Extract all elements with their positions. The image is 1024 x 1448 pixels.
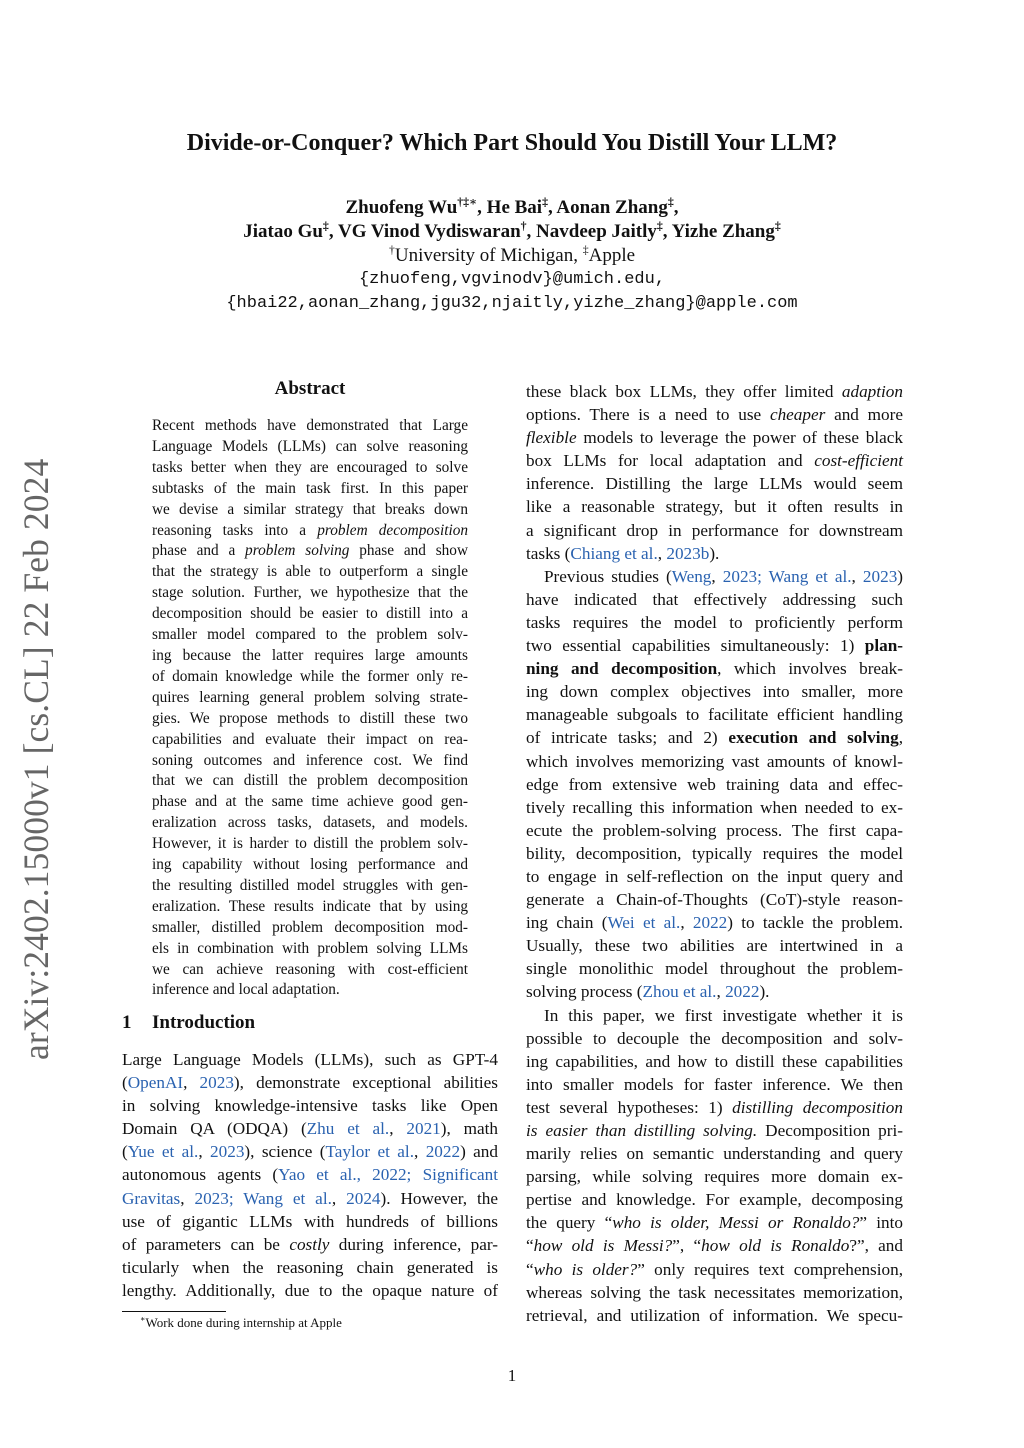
abstract-line: of domain knowledge while the former only re- <box>152 667 468 685</box>
citation-link[interactable]: Yao et al. <box>278 1165 357 1185</box>
body-line: Domain QA (ODQA) (Zhu et al., 2021), math <box>122 1119 499 1139</box>
body-line: Previous studies (Weng, 2023; Wang et al., 2023) <box>544 566 904 586</box>
citation-link[interactable]: Zhu et al. <box>306 1119 390 1139</box>
body-line: of intricate tasks; and 2) execution and solving, <box>526 728 903 748</box>
author-line-1 <box>100 196 924 220</box>
body-line: whereas solving the task necessitates memorization, <box>526 1282 903 1302</box>
body-line: generate a Chain-of-Thoughts (CoT)-style reason- <box>526 890 903 910</box>
affiliation-mark: ‡ <box>656 219 663 233</box>
citation-link[interactable]: 2022 <box>425 1142 461 1162</box>
footnote-text: Work done during internship at Apple <box>145 1315 342 1330</box>
email-line-1: {zhuofeng,vgvinodv}@umich.edu, <box>358 270 666 289</box>
body-line: test several hypotheses: 1) distilling decomposition <box>526 1097 903 1117</box>
citation-link[interactable]: 2023 <box>199 1073 234 1093</box>
abstract-line: capabilities and evaluate their impact on rea- <box>152 730 468 748</box>
body-line: these black box LLMs, they offer limited adaption <box>526 382 903 401</box>
body-line: have indicated that effectively addressing such <box>526 589 903 609</box>
abstract-line: that the strategy is able to outperform a single <box>152 563 468 581</box>
citation-link[interactable]: 2023b <box>666 543 710 563</box>
abstract-line: tasks better when they are encouraged to solve <box>152 458 468 476</box>
body-line: into smaller models for faster inference. We then <box>526 1074 903 1094</box>
body-line: lengthy. Additionally, due to the opaque nature of <box>122 1280 498 1300</box>
body-line: Large Language Models (LLMs), such as GPT-4 <box>122 1050 498 1069</box>
abstract-line: quires learning general problem solving strate- <box>152 688 468 706</box>
abstract-line: phase and at the same time achieve good gen- <box>152 793 468 811</box>
body-line: manageable subgoals to facilitate efficient handling <box>526 705 903 725</box>
body-line: ecute the problem-solving process. The first capa- <box>526 820 903 840</box>
affiliation-mark: † <box>388 243 395 257</box>
body-line: ning and decomposition, which involves break- <box>526 659 903 679</box>
author-line-2 <box>100 220 924 244</box>
page-number: 1 <box>507 1366 517 1385</box>
body-line: Usually, these two abilities are intertwined in a <box>526 936 903 956</box>
abstract-line: However, it is harder to distill the problem solv- <box>152 835 468 853</box>
body-line: ing down complex objectives into smaller, more <box>526 682 903 702</box>
abstract-line: smaller, distilled problem decomposition mod- <box>152 918 468 936</box>
abstract-line: soning outcomes and inference cost. We find <box>152 751 468 769</box>
abstract-line: inference and local adaptation. <box>152 981 340 999</box>
abstract-line: we can achieve reasoning with cost-efficient <box>152 960 468 978</box>
body-line: use of gigantic LLMs with hundreds of billions <box>122 1211 498 1231</box>
abstract-line: ing capability without losing performance and <box>152 856 468 874</box>
body-line: box LLMs for local adaptation and cost-efficient <box>526 451 903 471</box>
author-name: , Navdeep Jaitly <box>526 221 657 242</box>
body-line: “who is older?” only requires text comprehension, <box>526 1259 903 1279</box>
abstract-body <box>152 416 468 1001</box>
citation-link[interactable]: 2023 <box>862 566 898 586</box>
citation-link[interactable]: Zhou et al. <box>642 982 717 1002</box>
arxiv-identifier: arXiv:2402.15000v1 [cs.CL] 22 Feb 2024 <box>16 458 56 1060</box>
citation-link[interactable]: Wang et al. <box>243 1188 332 1208</box>
author-name: , VG Vinod Vydiswaran <box>328 221 521 242</box>
body-line: like a reasonable strategy, but it often results in <box>526 497 903 517</box>
author-name: , He Bai <box>477 197 543 218</box>
affiliation-mark: ‡ <box>774 219 781 233</box>
affiliation-mark: †‡∗ <box>457 195 478 209</box>
abstract-line: Language Models (LLMs) can solve reasoning <box>152 437 468 455</box>
body-line: tasks (Chiang et al., 2023b). <box>526 543 720 563</box>
body-line: parsing, while solving requires more domain ex- <box>526 1167 903 1187</box>
abstract-line: that we can distill the problem decomposition <box>152 772 468 790</box>
abstract-line: phase and a problem solving phase and show <box>152 542 468 560</box>
citation-link[interactable]: Gravitas <box>122 1188 181 1208</box>
body-line: ticularly when the reasoning chain generated is <box>122 1257 498 1277</box>
citation-link[interactable]: 2022 <box>725 982 760 1002</box>
body-line: in solving knowledge-intensive tasks like Open <box>122 1096 498 1116</box>
author-name: Zhuofeng Wu <box>345 197 458 218</box>
section-title: Introduction <box>152 1012 256 1033</box>
body-line: bility, decomposition, typically requires the model <box>526 843 903 863</box>
body-line: is easier than distilling solving. Decomposition pri- <box>526 1121 903 1140</box>
body-line: tasks requires the model to proficiently perform <box>526 612 903 632</box>
citation-link[interactable]: 2023 <box>194 1188 229 1208</box>
body-line: a significant drop in performance for downstream <box>526 520 903 540</box>
email-line-2: {hbai22,aonan_zhang,jgu32,njaitly,yizhe_zhang}@apple.com <box>226 294 798 313</box>
citation-link[interactable]: Yue et al. <box>127 1142 199 1162</box>
body-line: edge from extensive web training data and effec- <box>526 774 903 794</box>
body-line: which involves memorizing vast amounts of knowl- <box>526 751 903 771</box>
body-line: flexible models to leverage the power of these black <box>526 428 903 448</box>
citation-link[interactable]: 2024 <box>346 1188 381 1208</box>
body-line: solving process (Zhou et al., 2022). <box>526 982 770 1002</box>
author-separator: , <box>673 197 679 218</box>
citation-link[interactable]: OpenAI <box>127 1073 184 1093</box>
body-line: ing chain (Wei et al., 2022) to tackle the problem. <box>526 913 903 933</box>
citation-link[interactable]: Weng <box>671 566 712 586</box>
paper-title: Divide-or-Conquer? Which Part Should You Distill Your LLM? <box>186 130 838 156</box>
affiliation-mark: ‡ <box>667 195 674 209</box>
body-line: the query “who is older, Messi or Ronaldo?” into <box>526 1213 903 1233</box>
body-line: In this paper, we first investigate whether it is <box>544 1005 903 1025</box>
abstract-heading: Abstract <box>274 378 346 399</box>
body-line: retrieval, and utilization of information. We specu- <box>526 1305 903 1325</box>
citation-link[interactable]: Taylor et al. <box>325 1142 414 1162</box>
body-line: single monolithic model throughout the problem- <box>526 959 903 979</box>
body-line: two essential capabilities simultaneously: 1) plan- <box>526 636 903 656</box>
footnote-divider <box>122 1311 226 1312</box>
abstract-line: subtasks of the main task first. In this paper <box>152 479 468 497</box>
abstract-line: the resulting distilled model struggles with gen- <box>152 876 468 894</box>
body-line: inference. Distilling the large LLMs would seem <box>526 474 903 494</box>
body-line: options. There is a need to use cheaper and more <box>526 405 903 425</box>
abstract-line: gies. We propose methods to distill these two <box>152 709 468 727</box>
author-name: , Yizhe Zhang <box>662 221 775 242</box>
affiliation-mark: ‡ <box>582 243 589 257</box>
citation-link[interactable]: 2023 <box>722 566 758 586</box>
citation-link[interactable]: Significant <box>422 1165 498 1185</box>
body-line: possible to decouple the decomposition and solv- <box>526 1028 903 1048</box>
abstract-line: stage solution. Further, we hypothesize that the <box>152 584 468 602</box>
citation-link[interactable]: Wei et al. <box>607 913 681 933</box>
section-heading-introduction <box>122 1012 255 1034</box>
abstract-line: ing because the latter requires large amounts <box>152 646 468 664</box>
section-number: 1 <box>122 1012 132 1033</box>
intro-left-column <box>122 1048 498 1302</box>
citation-link[interactable]: 2023 <box>210 1142 245 1162</box>
citation-link[interactable]: 2022 <box>372 1165 407 1185</box>
body-line: (OpenAI, 2023), demonstrate exceptional abilities <box>122 1073 498 1093</box>
body-line: to engage in self-reflection on the input query and <box>526 866 903 886</box>
body-line: (Yue et al., 2023), science (Taylor et al., 2022) and <box>122 1142 498 1162</box>
affiliation-name: Apple <box>588 245 636 266</box>
abstract-line: Recent methods have demonstrated that Large <box>152 417 468 434</box>
author-block <box>100 196 924 316</box>
footnote <box>140 1315 342 1331</box>
citation-link[interactable]: 2021 <box>406 1119 441 1139</box>
author-name: Jiatao Gu <box>243 221 323 242</box>
abstract-line: eralization across tasks, datasets, and models. <box>152 814 468 832</box>
body-line: marily relies on semantic understanding and query <box>526 1144 903 1164</box>
abstract-line: decomposition should be easier to distill into a <box>152 605 468 623</box>
affiliation-name: University of Michigan, <box>394 245 583 266</box>
body-line: Gravitas, 2023; Wang et al., 2024). However, the <box>122 1188 498 1208</box>
body-line: autonomous agents (Yao et al., 2022; Significant <box>122 1165 498 1185</box>
abstract-line: eralization. These results indicate that by using <box>152 897 468 915</box>
abstract-line: we devise a similar strategy that breaks down <box>152 500 468 518</box>
author-name: , Aonan Zhang <box>547 197 668 218</box>
citation-link[interactable]: 2022 <box>692 913 728 933</box>
citation-link[interactable]: Chiang et al. <box>570 543 658 563</box>
body-line: tively recalling this information when needed to ex- <box>526 797 903 817</box>
affiliation-mark: ‡ <box>542 195 548 209</box>
footnote-mark: ∗ <box>140 1314 146 1324</box>
citation-link[interactable]: Wang et al. <box>768 566 852 586</box>
body-line: pertise and knowledge. For example, decomposing <box>526 1190 903 1210</box>
abstract-line: reasoning tasks into a problem decomposition <box>152 521 468 539</box>
abstract-line: els in combination with problem solving LLMs <box>152 939 468 957</box>
affiliations <box>100 244 924 268</box>
affiliation-mark: ‡ <box>322 219 329 233</box>
body-line: “how old is Messi?”, “how old is Ronaldo?”, and <box>526 1236 903 1256</box>
intro-right-column <box>526 380 903 1327</box>
abstract-line: smaller model compared to the problem solv- <box>152 626 468 644</box>
body-line: of parameters can be costly during inference, par- <box>122 1234 499 1254</box>
body-line: ing capabilities, and how to distill these capabilities <box>526 1051 903 1071</box>
affiliation-mark: † <box>520 219 527 233</box>
